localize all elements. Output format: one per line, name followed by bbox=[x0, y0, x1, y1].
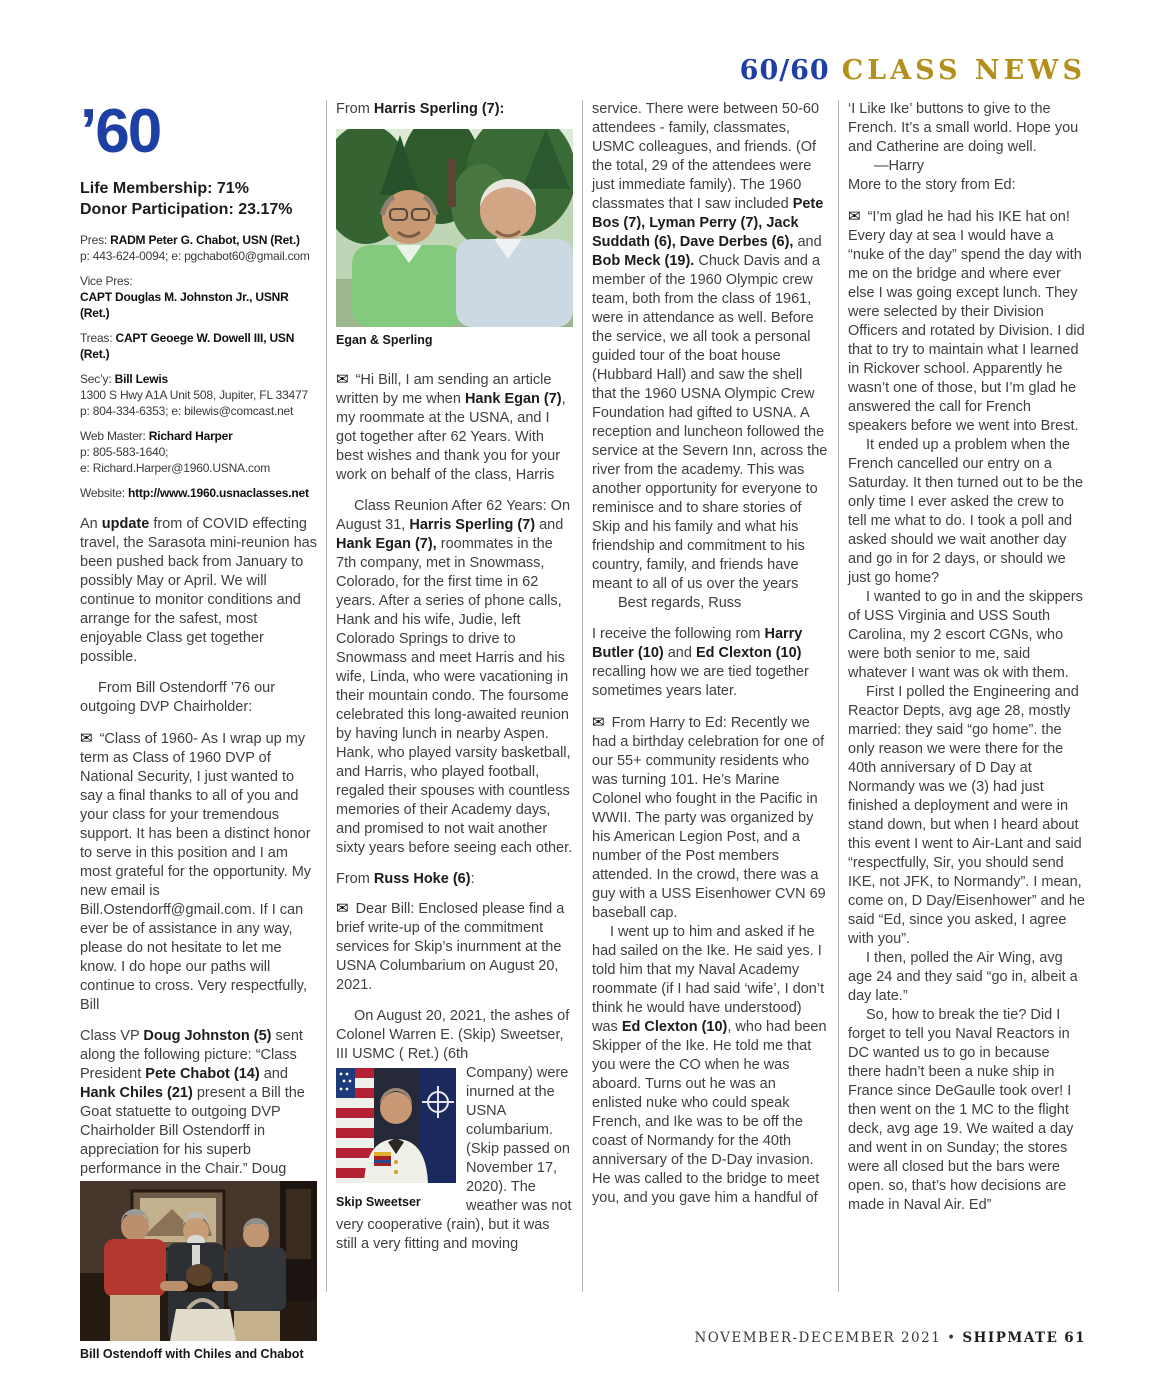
issue-date: NOVEMBER-DECEMBER 2021 bbox=[694, 1330, 942, 1346]
paragraph-class-vp: Class VP Doug Johnston (5) sent along the following picture: “Class President Pete Chabot (14) and Hank Chiles (21) present a Bill the Goat statuette to outgoing DVP Chairholder Bill Ostendorff in appreciation for his superb performance in the Chair.” Doug bbox=[80, 1028, 305, 1177]
column-3 bbox=[592, 100, 829, 1208]
page-header bbox=[740, 56, 1086, 86]
envelope-icon: ✉ bbox=[592, 713, 605, 731]
class-tag: 60/60 bbox=[739, 55, 830, 86]
officer-vice-president: Vice Pres: CAPT Douglas M. Johnston Jr., USNR (Ret.) bbox=[80, 274, 289, 320]
magazine-name: SHIPMATE bbox=[962, 1330, 1059, 1346]
paragraph-best-regards: Best regards, Russ bbox=[618, 595, 742, 611]
paragraph-dear-bill-letter: ✉ Dear Bill: Enclosed please find a brief write-up of the commitment services for Skip’s inurnment at the USNA Columbarium on August 20, 2021. bbox=[336, 899, 565, 993]
envelope-icon: ✉ bbox=[80, 729, 93, 747]
column-2 bbox=[336, 100, 573, 1254]
photo-bill-ostendoff-figure bbox=[80, 1181, 317, 1362]
paragraph-brest-problem: It ended up a problem when the French cancelled our entry on a Saturday. It then turned out to be the only time I ever asked the crew to tell me what to do. I took a poll and asked should we wait another day and go in for 2 days, or should we just go home? bbox=[848, 437, 1084, 586]
footer-bullet: • bbox=[947, 1330, 957, 1346]
officer-treasurer: Treas: CAPT Geoege W. Dowell III, USN (Ret.) bbox=[80, 331, 295, 361]
paragraph-ed-reply-letter: ✉ “I’m glad he had his IKE hat on! Every day at sea I would have a “nuke of the day” spend the day with me on the bridge and where ever else I was going except lunch. They were selected by their Division Officers and rotated by Division. I did that to try to maintain what I learned in Rickover school. Apparently he wasn’t one of those, but I’m glad he answered the call for French speakers before we went into Brest. bbox=[848, 207, 1085, 434]
membership-stats bbox=[80, 178, 317, 220]
photo-egan-sperling bbox=[336, 129, 573, 327]
photo-caption: Skip Sweetser bbox=[336, 1195, 421, 1209]
envelope-icon: ✉ bbox=[336, 370, 349, 388]
paragraph-harry-to-ed-letter: ✉ From Harry to Ed: Recently we had a birthday celebration for one of our 55+ community residents who was turning 101. He’s Marine Colonel who fought in the Pacific in WWII. The party was organized by his American Legion Post, and a number of the Post members attended. In the crowd, there was a guy with a USS Eisenhower CVN 69 baseball cap. bbox=[592, 713, 826, 921]
column-divider bbox=[582, 100, 583, 1292]
heading-from-harris-sperling: From Harris Sperling (7): bbox=[336, 101, 505, 117]
paragraph-went-up-to-him: I went up to him and asked if he had sailed on the Ike. He said yes. I told him that my Naval Academy roommate (if I had said ‘wife’, I don’t think he would have understood) was Ed Clexton (10), who had been Skipper of the Ike. He told me that you were the CO when he was aboard. Turns out he was an enlisted nuke who could speak French, and Ike was to be off the coast of Normandy for the 40th anniversary of the D-Day invasion. He was called to the bridge to meet you, and you gave him a handful of bbox=[592, 924, 827, 1206]
class-year: ’60 bbox=[80, 97, 161, 166]
photo-bill-ostendoff bbox=[80, 1181, 317, 1341]
paragraph-from-bill: From Bill Ostendorff ’76 our outgoing DVP Chairholder: bbox=[80, 680, 276, 715]
paragraph-skip-ashes: On August 20, 2021, the ashes of Colonel Warren E. (Skip) Sweetser, III USMC ( Ret.) (6th bbox=[336, 1008, 570, 1062]
skip-sweetser-section bbox=[336, 1064, 573, 1254]
officer-president: Pres: RADM Peter G. Chabot, USN (Ret.) p: 443-624-0094; e: pgchabot60@gmail.com bbox=[80, 233, 310, 263]
heading-from-russ-hoke: From Russ Hoke (6): bbox=[336, 871, 475, 887]
paragraph-ike-buttons: ‘I Like Ike’ buttons to give to the French. It’s a small world. Hope you and Catherine are doing well. bbox=[848, 101, 1079, 155]
paragraph-skip-continued: Company) were inurned at the USNA columbarium. (Skip passed on November 17, 2020). The weather was not very cooperative (rain), but it was still a very fitting and moving bbox=[336, 1065, 572, 1252]
column-1 bbox=[80, 97, 317, 1378]
officer-webmaster: Web Master: Richard Harper p: 805-583-1640; e: Richard.Harper@1960.USNA.com bbox=[80, 429, 271, 475]
donor-participation-stat: Donor Participation: 23.17% bbox=[80, 201, 293, 218]
column-divider bbox=[326, 100, 327, 1292]
paragraph-harry-signature: —Harry bbox=[874, 158, 924, 174]
paragraph-first-polled: First I polled the Engineering and Reactor Depts, avg age 28, mostly married: they said “go home”. the only reason we were there for the 40th anniversary of D Day at Normandy was we (3) had just finished a deployment and were in stand down, but when I heard about this event I went to Air-Lant and said “respectfully, Sir, you should send IKE, not JFK, to Normandy”. I mean, come on, D Day/Eisenhower” and he said “Ed, since you asked, I agree with you”. bbox=[848, 684, 1085, 947]
paragraph-hi-bill-letter: ✉ “Hi Bill, I am sending an article written by me when Hank Egan (7), my roommate at the USNA, and I got together after 62 Years. With best wishes and thank you for your work on behalf of the class, Harris bbox=[336, 370, 566, 483]
page-footer bbox=[694, 1330, 1086, 1346]
paragraph-receive-following: I receive the following rom Harry Butler (10) and Ed Clexton (10) recalling how we are tied together sometimes years later. bbox=[592, 626, 809, 699]
paragraph-more-from-ed: More to the story from Ed: bbox=[848, 177, 1016, 193]
officer-secretary: Sec’y: Bill Lewis 1300 S Hwy A1A Unit 508, Jupiter, FL 33477 p: 804-334-6353; e: bilewis@comcast.net bbox=[80, 372, 308, 418]
paragraph-wanted-to-go-in: I wanted to go in and the skippers of USS Virginia and USS South Carolina, my 2 escort CGNs, who were both senior to me, said whatever I want was ok with them. bbox=[848, 589, 1083, 681]
photo-skip-sweetser bbox=[336, 1068, 456, 1183]
photo-skip-sweetser-figure bbox=[336, 1068, 456, 1210]
class-website: Website: http://www.1960.usnaclasses.net bbox=[80, 486, 309, 500]
paragraph-update: An update from of COVID effecting travel, the Sarasota mini-reunion has been pushed back from January to possibly May or April. We will continue to monitor conditions and arrange for the safest, most enjoyable Class get together possible. bbox=[80, 516, 317, 665]
envelope-icon: ✉ bbox=[336, 899, 349, 917]
paragraph-class-of-1960-letter: ✉ “Class of 1960- As I wrap up my term as Class of 1960 DVP of National Security, I just wanted to say a final thanks to all of you and your class for your tremendous support. It has been a distinct honor to serve in this position and I am most grateful for the opportunity. My new email is Bill.Ostendorff@gmail.com. If I can ever be of assistance in any way, please do not hesitate to let me know. I do hope our paths will continue to cross. Very respectfully, Bill bbox=[80, 729, 312, 1013]
paragraph-break-the-tie: So, how to break the tie? Did I forget to tell you Naval Reactors in DC wanted us to go in because there hadn’t been a nuke ship in France since DeGaulle took over! I then went on the 1 MC to the flight deck, avg age 19. We waited a day and went in on Sunday; the stores were all closed but the bars were open. so, that’s how decisions are made in Naval Air. Ed” bbox=[848, 1007, 1074, 1213]
photo-egan-sperling-figure bbox=[336, 129, 573, 348]
page-title: CLASS NEWS bbox=[841, 55, 1086, 86]
column-4 bbox=[848, 100, 1085, 1215]
paragraph-air-wing-poll: I then, polled the Air Wing, avg age 24 and they said “go in, albeit a day late.” bbox=[848, 950, 1078, 1004]
paragraph-class-reunion: Class Reunion After 62 Years: On August 31, Harris Sperling (7) and Hank Egan (7), roommates in the 7th company, met in Snowmass, Colorado, for the first time in 62 years. After a series of phone calls, Hank and his wife, Judie, left Colorado Springs to drive to Snowmass and meet Harris and his wife, Linda, who were vacationing in their mountain condo. The foursome celebrated this long-awaited reunion by having lunch in nearby Aspen. Hank, who played varsity basketball, and Harris, who played football, regaled their spouses with countless memories of their Academy days, and promised to not wait another sixty years before seeing each other. bbox=[336, 498, 573, 856]
page-number: 61 bbox=[1064, 1330, 1086, 1346]
photo-caption: Egan & Sperling bbox=[336, 333, 433, 347]
photo-caption: Bill Ostendoff with Chiles and Chabot bbox=[80, 1347, 304, 1361]
column-layout bbox=[80, 97, 1085, 1378]
paragraph-memorial-service: service. There were between 50-60 attendees - family, classmates, USMC colleagues, and friends. (Of the total, 29 of the attendees were just immediate family). The 1960 classmates that I saw included Pete Bos (7), Lyman Perry (7), Jack Suddath (6), Dave Derbes (6), and Bob Meck (19). Chuck Davis and a member of the 1960 Olympic crew team, both from the class of 1961, were in attendance as well. Before the service, we all took a personal guided tour of the boat house (Hubbard Hall) and saw the shell that the 1960 USNA Olympic Crew Foundation had gifted to USNA. A reception and luncheon followed the service at the Severn Inn, across the river from the academy. This was another opportunity for everyone to reminisce and to share stories of Skip and his family and what his friendship and commitment to his country, family, and friends have meant to all of us over the years bbox=[592, 101, 828, 592]
life-membership-stat: Life Membership: 71% bbox=[80, 180, 249, 197]
column-divider bbox=[838, 100, 839, 1292]
envelope-icon: ✉ bbox=[848, 207, 861, 225]
